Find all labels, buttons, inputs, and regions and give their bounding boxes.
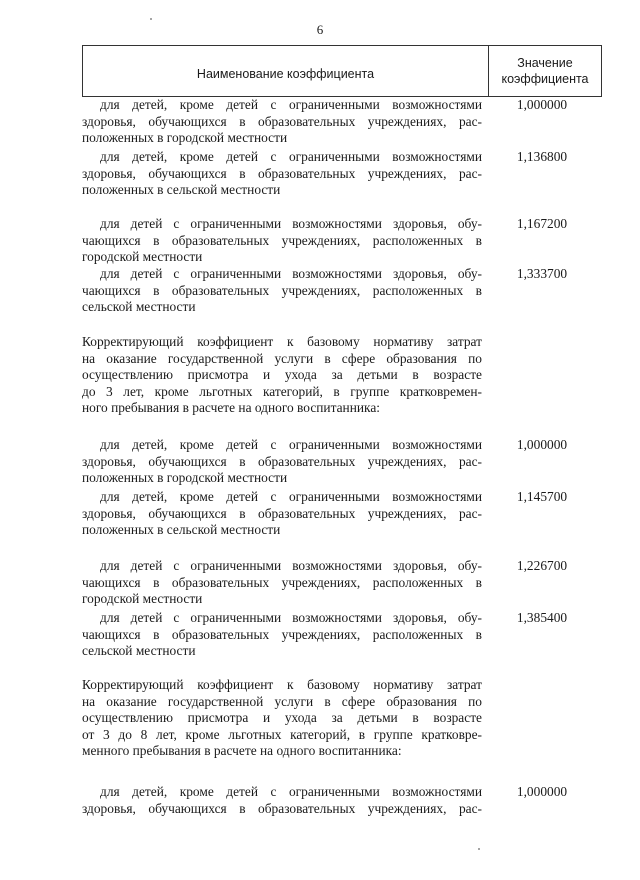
row-line: положенных в сельской местности <box>82 522 281 537</box>
row-line: для детей с ограниченными возможностями здоровья, обу- <box>100 266 482 281</box>
row-line: для детей, кроме детей с ограниченными возможностями <box>100 437 482 452</box>
table-row <box>82 149 602 199</box>
row-value: 1,000000 <box>516 97 568 112</box>
row-line: чающихся в образовательных учреждениях, расположенных в <box>82 626 482 642</box>
row-value: 1,167200 <box>516 216 568 231</box>
table-row <box>82 216 602 266</box>
row-line: положенных в городской местности <box>82 470 288 485</box>
row-line: сельской местности <box>82 299 196 314</box>
row-description <box>82 677 482 760</box>
row-line: Корректирующий коэффициент к базовому нормативу затрат <box>82 334 482 349</box>
header-coefficient-name: Наименование коэффициента <box>83 46 489 96</box>
row-description <box>82 610 482 660</box>
row-description <box>82 334 482 417</box>
row-description <box>82 97 482 147</box>
row-line: для детей, кроме детей с ограниченными возможностями <box>100 489 482 504</box>
scan-speck <box>478 848 480 850</box>
table-row <box>82 784 602 817</box>
row-line: здоровья, обучающихся в образовательных учреждениях, рас- <box>82 113 482 129</box>
row-line: для детей, кроме детей с ограниченными возможностями <box>100 97 482 112</box>
row-line: для детей с ограниченными возможностями здоровья, обу- <box>100 216 482 231</box>
row-value: 1,385400 <box>516 610 568 625</box>
page-number: 6 <box>316 22 324 37</box>
row-description <box>82 558 482 608</box>
row-value: 1,136800 <box>516 149 568 164</box>
row-line: чающихся в образовательных учреждениях, расположенных в <box>82 282 482 298</box>
row-value: 1,333700 <box>516 266 568 281</box>
header-coefficient-value <box>489 46 601 96</box>
row-value: 1,145700 <box>516 489 568 504</box>
row-line: здоровья, обучающихся в образовательных учреждениях, рас- <box>82 165 482 181</box>
row-value <box>482 334 602 417</box>
row-line: здоровья, обучающихся в образовательных учреждениях, рас- <box>82 505 482 521</box>
row-line: осуществлению присмотра и ухода за детьми в возрасте <box>82 710 482 725</box>
row-line: ного пребывания в расчете на одного воспитанника: <box>82 400 381 415</box>
row-line: для детей с ограниченными возможностями здоровья, обу- <box>100 558 482 573</box>
row-line: менного пребывания в расчете на одного воспитанника: <box>82 743 402 758</box>
row-value: 1,000000 <box>516 437 568 452</box>
row-line: чающихся в образовательных учреждениях, расположенных в <box>82 574 482 590</box>
row-value: 1,226700 <box>516 558 568 573</box>
row-line: для детей, кроме детей с ограниченными возможностями <box>100 149 482 164</box>
row-description <box>82 216 482 266</box>
row-line: положенных в городской местности <box>82 130 288 145</box>
row-description <box>82 437 482 487</box>
row-line: осуществлению присмотра и ухода за детьми в возрасте <box>82 367 482 382</box>
table-row <box>82 97 602 147</box>
table-row <box>82 558 602 608</box>
scan-speck <box>150 18 152 20</box>
table-row-heading <box>82 334 602 417</box>
row-line: для детей, кроме детей с ограниченными возможностями <box>100 784 482 799</box>
row-line: сельской местности <box>82 643 196 658</box>
row-line: здоровья, обучающихся в образовательных учреждениях, рас- <box>82 453 482 469</box>
row-line: городской местности <box>82 249 203 264</box>
row-line: положенных в сельской местности <box>82 182 281 197</box>
row-line: для детей с ограниченными возможностями здоровья, обу- <box>100 610 482 625</box>
row-line: на оказание государственной услуги в сфере образования по <box>82 350 482 366</box>
row-line: от 3 до 8 лет, кроме льготных категорий, в группе кратковре- <box>82 726 482 742</box>
row-line: здоровья, обучающихся в образовательных учреждениях, рас- <box>82 800 482 816</box>
header-value-line1: Значение <box>517 56 573 70</box>
row-description <box>82 266 482 316</box>
row-description <box>82 784 482 817</box>
header-value-line2: коэффициента <box>501 72 589 86</box>
table-row <box>82 489 602 539</box>
row-line: до 3 лет, кроме льготных категорий, в группе кратковремен- <box>82 383 482 399</box>
row-line: на оказание государственной услуги в сфере образования по <box>82 693 482 709</box>
table-row <box>82 610 602 660</box>
table-row-heading <box>82 677 602 760</box>
row-line: чающихся в образовательных учреждениях, расположенных в <box>82 232 482 248</box>
row-description <box>82 489 482 539</box>
row-description <box>82 149 482 199</box>
table-header <box>82 45 602 97</box>
table-row <box>82 266 602 316</box>
table-row <box>82 437 602 487</box>
row-line: городской местности <box>82 591 203 606</box>
row-value <box>482 677 602 760</box>
row-line: Корректирующий коэффициент к базовому нормативу затрат <box>82 677 482 692</box>
row-value: 1,000000 <box>516 784 568 799</box>
